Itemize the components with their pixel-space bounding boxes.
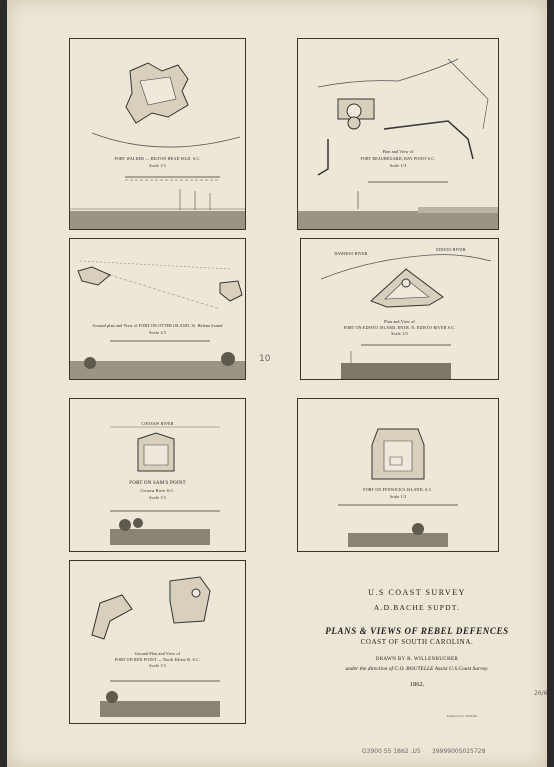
- caption-fort-otter-island: Ground plan and View of FORT ON OTTER ISLAND, St. Helena Sound: [92, 323, 223, 328]
- fenwicks-island-plan: [298, 399, 498, 551]
- pencil-barcode-number: 39999005025728: [432, 748, 486, 755]
- scale-fort-edisto-island: Scale 1/3: [391, 331, 408, 336]
- engraver-note: Engraved by J. Enthoffer.: [447, 714, 478, 718]
- fort-beauregard-plan: [298, 39, 498, 229]
- caption-fort-sams-point: FORT ON SAM'S POINT: [129, 481, 186, 486]
- caption-fort-walker: FORT WALKER — HILTON HEAD ISLD. S.C.: [114, 156, 201, 161]
- panel-fort-beauregard: [297, 38, 499, 230]
- caption-top-beauregard: Plan and View of: [382, 149, 414, 154]
- scale-fort-fenwicks-island: Scale 1/3: [389, 494, 407, 499]
- pencil-note-center: 10: [259, 354, 271, 364]
- title-block: [307, 588, 527, 688]
- scale-fort-beauregard: Scale 1/3: [389, 163, 407, 168]
- caption-top-edisto: Plan and View of: [384, 319, 415, 324]
- survey-name: U.S COAST SURVEY: [368, 588, 466, 597]
- scale-fort-sams-point: Scale 1/3: [149, 495, 166, 500]
- scale-fort-walker: Scale 1/3: [149, 163, 166, 168]
- red-point-plan: [70, 561, 245, 723]
- map-year: 1862.: [409, 681, 425, 688]
- panel-fort-otter-island: [69, 238, 246, 380]
- label-edisto-river: EDISTO RIVER: [436, 247, 466, 252]
- caption-fort-edisto-island: FORT ON EDISTO ISLAND, ENTR. N. EDISTO RIVER S.C.: [343, 325, 456, 330]
- pencil-call-number: G3900 S5 1862 .U5: [362, 748, 421, 755]
- fort-walker-plan: [70, 39, 245, 229]
- scale-fort-red-point: Scale 1/3: [149, 663, 166, 668]
- otter-island-plan: [70, 239, 245, 379]
- caption-sub-sams-point: Coosaw River S.C.: [140, 488, 175, 493]
- panel-fort-edisto-island: [300, 238, 499, 380]
- map-title: PLANS & VIEWS OF REBEL DEFENCES: [325, 626, 509, 636]
- label-dawhoo-river: DAWHOO RIVER: [334, 251, 368, 256]
- map-sheet: [7, 0, 547, 767]
- caption-top-red-point: Ground Plan and View of: [134, 651, 181, 656]
- panel-fort-walker: [69, 38, 246, 230]
- superintendent: A.D.BACHE SUPDT.: [373, 603, 461, 612]
- caption-fort-beauregard: FORT BEAUREGARD, BAY POINT S.C.: [360, 156, 436, 161]
- map-subtitle: COAST OF SOUTH CAROLINA.: [360, 638, 474, 646]
- panel-fort-sams-point: [69, 398, 246, 552]
- caption-fort-fenwicks-island: FORT ON FENWICK'S ISLAND, S.C.: [363, 487, 433, 492]
- direction-note: under the direction of C.O. BOUTELLE Assist U.S.Coast Survey.: [345, 666, 489, 672]
- scale-fort-otter-island: Scale 1/3: [149, 330, 166, 335]
- edisto-island-plan: [301, 239, 498, 379]
- panel-fort-fenwicks-island: [297, 398, 499, 552]
- label-coosaw-river: COOSAW RIVER: [141, 421, 174, 426]
- drawn-by: DRAWN BY R. WILLENBUCHER: [375, 657, 459, 662]
- pencil-note-right: 26/6: [534, 690, 548, 697]
- panel-fort-red-point: [69, 560, 246, 724]
- caption-fort-red-point: FORT ON RED POINT — North Edisto R. S.C.: [114, 657, 201, 662]
